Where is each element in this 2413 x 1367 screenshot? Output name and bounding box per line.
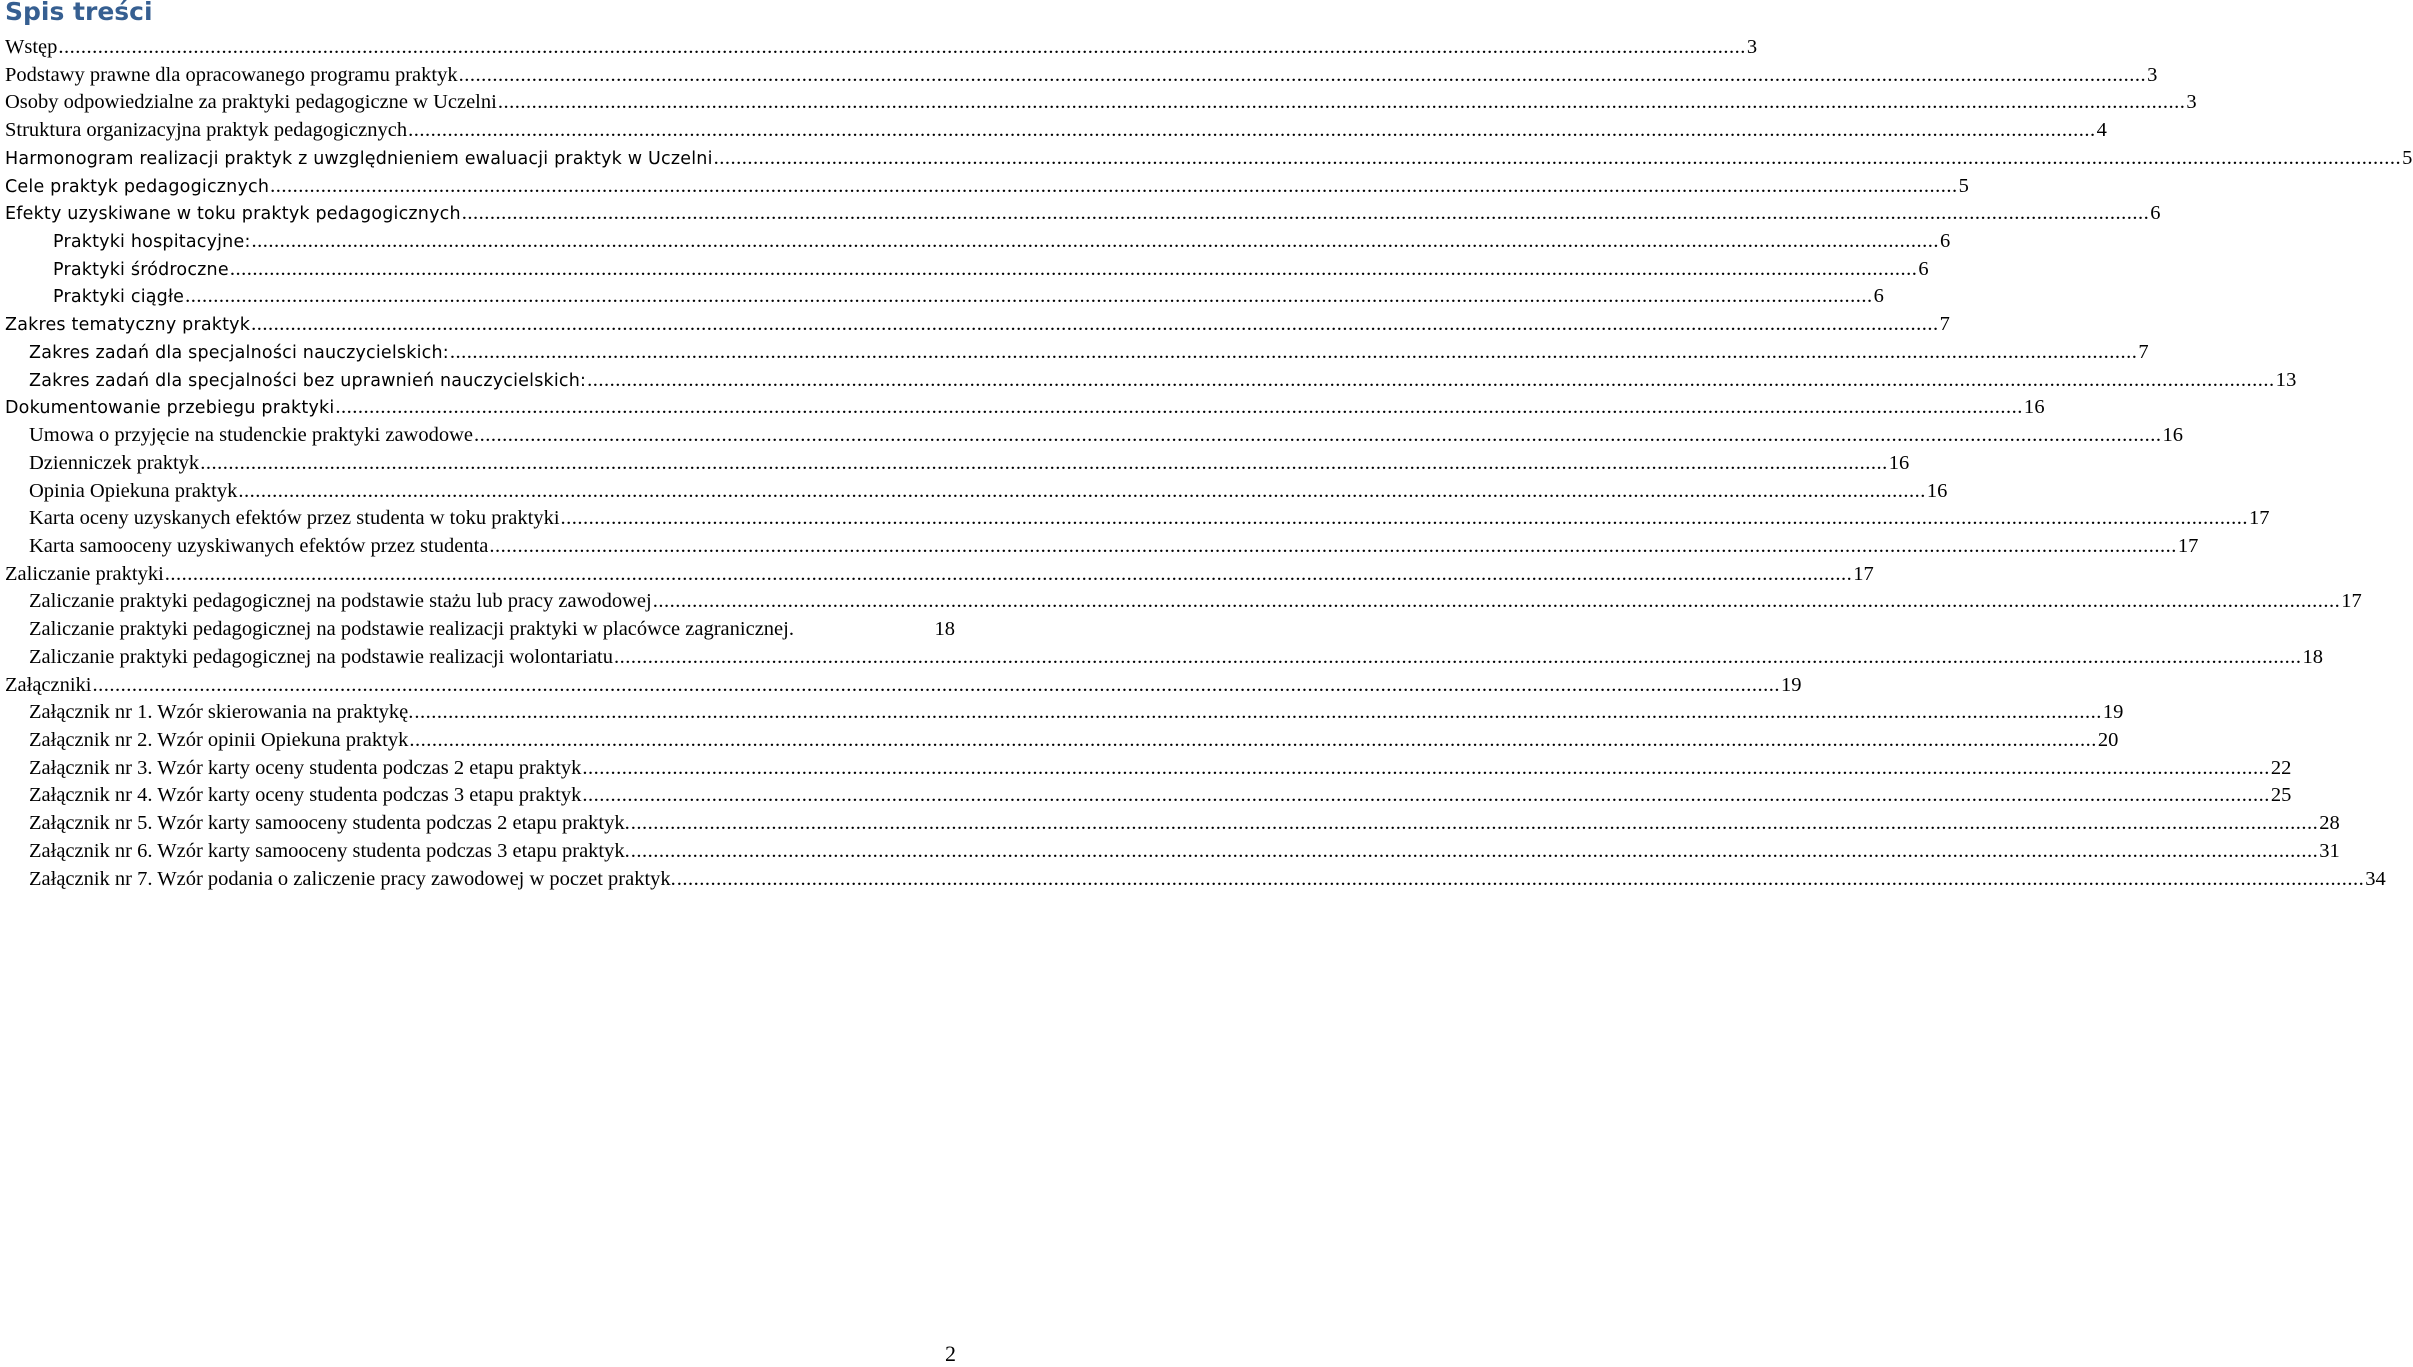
toc-dot-leader: ............................................................................................................................................................................................................................................................................................................ bbox=[582, 784, 2270, 807]
toc-dot-leader: ............................................................................................................................................................................................................................................................................................................ bbox=[676, 867, 2365, 890]
toc-entry[interactable] bbox=[0, 810, 2340, 838]
toc-entry[interactable] bbox=[0, 394, 2045, 422]
toc-entry-label: Praktyki śródroczne bbox=[53, 259, 229, 280]
toc-entry-label: Praktyki ciągłe bbox=[53, 287, 185, 308]
toc-dot-leader: ............................................................................................................................................................................................................................................................................................................ bbox=[652, 590, 2341, 613]
toc-dot-leader: ............................................................................................................................................................................................................................................................................................................ bbox=[185, 285, 1873, 308]
toc-dot-leader: ............................................................................................................................................................................................................................................................................................................ bbox=[489, 534, 2177, 557]
toc-entry[interactable] bbox=[0, 866, 2386, 894]
toc-entry[interactable] bbox=[0, 89, 2197, 117]
toc-dot-leader: ............................................................................................................................................................................................................................................................................................................ bbox=[414, 701, 2102, 724]
toc-entry-page: 25 bbox=[2270, 784, 2292, 807]
toc-entry[interactable] bbox=[0, 782, 2292, 810]
toc-entry-label: Podstawy prawne dla opracowanego programu praktyk bbox=[5, 63, 458, 86]
toc-entry[interactable] bbox=[0, 699, 2124, 727]
toc-entry-label: Dzienniczek praktyk bbox=[29, 451, 200, 474]
toc-dot-leader: ............................................................................................................................................................................................................................................................................................................ bbox=[229, 257, 1918, 280]
toc-entry-page: 19 bbox=[1781, 673, 1802, 696]
toc-dot-leader: ............................................................................................................................................................................................................................................................................................................ bbox=[474, 424, 2162, 447]
toc-dot-leader: ............................................................................................................................................................................................................................................................................................................ bbox=[449, 340, 2138, 363]
toc-dot-leader: ............................................................................................................................................................................................................................................................................................................ bbox=[587, 368, 2275, 391]
toc-entry-label: Załącznik nr 4. Wzór karty oceny studenta podczas 3 etapu praktyk bbox=[29, 784, 582, 807]
toc-entry[interactable] bbox=[0, 478, 1948, 506]
toc-entry-label: Zakres zadań dla specjalności nauczycielskich: bbox=[29, 342, 449, 363]
toc-dot-leader: ............................................................................................................................................................................................................................................................................................................ bbox=[200, 451, 1888, 474]
toc-dot-leader: ............................................................................................................................................................................................................................................................................................................ bbox=[560, 507, 2249, 530]
toc-dot-leader: ............................................................................................................................................................................................................................................................................................................ bbox=[408, 119, 2096, 142]
toc-entry[interactable] bbox=[0, 117, 2107, 145]
toc-entry-label: Załącznik nr 5. Wzór karty samooceny studenta podczas 2 etapu praktyk. bbox=[29, 812, 630, 835]
toc-entry-page: 5 bbox=[1958, 174, 1970, 197]
toc-entry[interactable] bbox=[0, 200, 2161, 228]
toc-entry-page: 19 bbox=[2102, 701, 2124, 724]
toc-entry[interactable] bbox=[0, 422, 2184, 450]
toc-entry-label: Karta oceny uzyskanych efektów przez studenta w toku praktyki bbox=[29, 507, 560, 530]
toc-entry[interactable] bbox=[0, 256, 1929, 284]
toc-entry-label: Karta samooceny uzyskiwanych efektów przez studenta bbox=[29, 534, 489, 557]
toc-dot-leader: ............................................................................................................................................................................................................................................................................................................ bbox=[497, 91, 2186, 114]
toc-dot-leader: ............................................................................................................................................................................................................................................................................................................ bbox=[630, 812, 2319, 835]
toc-entry-label: Opinia Opiekuna praktyk bbox=[29, 479, 238, 502]
toc-entry-page: 5 bbox=[2402, 146, 2413, 169]
toc-entry-page: 6 bbox=[1873, 285, 1885, 308]
toc-entry-page: 18 bbox=[934, 618, 955, 641]
toc-entry-page: 34 bbox=[2365, 867, 2386, 890]
toc-entry-page: 13 bbox=[2275, 368, 2297, 391]
toc-entry-label: Zakres tematyczny praktyk bbox=[5, 315, 251, 336]
toc-dot-leader: ............................................................................................................................................................................................................................................................................................................ bbox=[164, 562, 1853, 585]
toc-dot-leader: ............................................................................................................................................................................................................................................................................................................ bbox=[238, 479, 1926, 502]
toc-dot-leader: ............................................................................................................................................................................................................................................................................................................ bbox=[251, 230, 1940, 253]
toc-entry-page: 22 bbox=[2270, 756, 2292, 779]
toc-entry-label: Dokumentowanie przebiegu praktyki bbox=[5, 398, 335, 419]
page-title: Spis treści bbox=[5, 0, 153, 26]
toc-entry[interactable] bbox=[0, 173, 1970, 201]
toc-entry-label: Zaliczanie praktyki pedagogicznej na podstawie stażu lub pracy zawodowej bbox=[29, 590, 652, 613]
toc-entry-label: Praktyki hospitacyjne: bbox=[53, 232, 251, 253]
toc-entry-page: 16 bbox=[2023, 396, 2045, 419]
toc-entry-page: 3 bbox=[2147, 63, 2158, 86]
toc-dot-leader: ............................................................................................................................................................................................................................................................................................................ bbox=[614, 645, 2302, 668]
toc-entry[interactable] bbox=[0, 505, 2270, 533]
toc-entry[interactable] bbox=[0, 533, 2199, 561]
toc-entry-page: 17 bbox=[2249, 507, 2270, 530]
toc-dot-leader: ............................................................................................................................................................................................................................................................................................................ bbox=[713, 146, 2402, 169]
toc-entry-page: 3 bbox=[2186, 91, 2197, 114]
toc-entry[interactable] bbox=[0, 561, 1874, 589]
toc-entry-page: 16 bbox=[1888, 451, 1910, 474]
toc-entry-page: 18 bbox=[2302, 645, 2323, 668]
toc-entry[interactable] bbox=[0, 228, 1951, 256]
toc-entry[interactable] bbox=[0, 616, 960, 644]
toc-dot-leader: ............................................................................................................................................................................................................................................................................................................ bbox=[270, 174, 1958, 197]
toc-dot-leader: ............................................................................................................................................................................................................................................................................................................ bbox=[335, 396, 2023, 419]
toc-dot-leader: ............................................................................................................................................................................................................................................................................................................ bbox=[630, 839, 2319, 862]
toc-dot-leader: ............................................................................................................................................................................................................................................................................................................ bbox=[409, 728, 2097, 751]
toc-entry[interactable] bbox=[0, 367, 2297, 395]
toc-entry-page: 16 bbox=[2162, 424, 2184, 447]
toc-entry-page: 28 bbox=[2319, 812, 2340, 835]
toc-entry-page: 3 bbox=[1746, 36, 1758, 58]
toc-entry-page: 17 bbox=[2177, 534, 2199, 557]
toc-entry[interactable] bbox=[0, 62, 2158, 90]
table-of-contents bbox=[0, 34, 2413, 893]
toc-entry[interactable] bbox=[0, 145, 2413, 173]
toc-entry-label: Załącznik nr 6. Wzór karty samooceny studenta podczas 3 etapu praktyk. bbox=[29, 839, 630, 862]
toc-entry-label: Zaliczanie praktyki pedagogicznej na podstawie realizacji wolontariatu bbox=[29, 645, 613, 668]
toc-entry-label: Zaliczanie praktyki pedagogicznej na podstawie realizacji praktyki w placówce zagranicznej. bbox=[29, 618, 794, 641]
toc-entry-label: Cele praktyk pedagogicznych bbox=[5, 176, 270, 197]
toc-entry-label: Efekty uzyskiwane w toku praktyk pedagogicznych bbox=[5, 204, 461, 225]
toc-entry[interactable] bbox=[0, 755, 2292, 783]
toc-entry[interactable] bbox=[0, 311, 1951, 339]
toc-entry[interactable] bbox=[0, 34, 1758, 62]
toc-entry-page: 4 bbox=[2096, 119, 2107, 142]
toc-entry-label: Struktura organizacyjna praktyk pedagogicznych bbox=[5, 119, 408, 142]
toc-entry[interactable] bbox=[0, 672, 1802, 700]
toc-entry-label: Załącznik nr 7. Wzór podania o zaliczenie pracy zawodowej w poczet praktyk. bbox=[29, 867, 676, 890]
toc-entry-page: 17 bbox=[1853, 562, 1874, 585]
toc-dot-leader: ............................................................................................................................................................................................................................................................................................................ bbox=[461, 202, 2150, 225]
page-number: 2 bbox=[945, 1341, 956, 1366]
toc-entry[interactable] bbox=[0, 644, 2323, 672]
toc-entry[interactable] bbox=[0, 339, 2149, 367]
toc-entry-page: 6 bbox=[1940, 230, 1951, 253]
toc-entry-label: Harmonogram realizacji praktyk z uwzględnieniem ewaluacji praktyk w Uczelni bbox=[5, 148, 713, 169]
toc-dot-leader: ............................................................................................................................................................................................................................................................................................................ bbox=[458, 63, 2147, 86]
toc-entry-page: 20 bbox=[2097, 728, 2119, 751]
toc-entry-label: Załączniki bbox=[5, 673, 92, 696]
toc-dot-leader: ............................................................................................................................................................................................................................................................................................................ bbox=[251, 313, 1939, 336]
toc-entry-page: 6 bbox=[2150, 202, 2161, 225]
toc-entry[interactable] bbox=[0, 588, 2362, 616]
toc-entry[interactable] bbox=[0, 727, 2119, 755]
toc-entry[interactable] bbox=[0, 838, 2340, 866]
toc-entry-page: 17 bbox=[2341, 590, 2362, 613]
toc-entry-page: 7 bbox=[2138, 340, 2149, 363]
toc-entry-label: Załącznik nr 2. Wzór opinii Opiekuna praktyk bbox=[29, 728, 409, 751]
toc-entry-label: Załącznik nr 3. Wzór karty oceny studenta podczas 2 etapu praktyk bbox=[29, 756, 582, 779]
toc-entry-page: 6 bbox=[1918, 257, 1929, 280]
toc-entry-page: 16 bbox=[1926, 479, 1948, 502]
toc-entry-label: Zaliczanie praktyki bbox=[5, 562, 164, 585]
toc-entry-label: Umowa o przyjęcie na studenckie praktyki zawodowe bbox=[29, 424, 474, 447]
toc-entry-page: 31 bbox=[2319, 839, 2340, 862]
toc-dot-leader: ............................................................................................................................................................................................................................................................................................................ bbox=[92, 673, 1781, 696]
toc-entry-label: Zakres zadań dla specjalności bez uprawnień nauczycielskich: bbox=[29, 370, 587, 391]
toc-entry[interactable] bbox=[0, 283, 1885, 311]
toc-entry-page: 7 bbox=[1939, 313, 1951, 336]
toc-dot-leader: ............................................................................................................................................................................................................................................................................................................ bbox=[58, 36, 1746, 58]
toc-entry-label: Wstęp bbox=[5, 36, 58, 58]
toc-entry-label: Załącznik nr 1. Wzór skierowania na praktykę. bbox=[29, 701, 414, 724]
toc-entry[interactable] bbox=[0, 450, 1910, 478]
toc-entry-label: Osoby odpowiedzialne za praktyki pedagogiczne w Uczelni bbox=[5, 91, 497, 114]
toc-dot-leader: ............................................................................................................................................................................................................................................................................................................ bbox=[582, 756, 2270, 779]
